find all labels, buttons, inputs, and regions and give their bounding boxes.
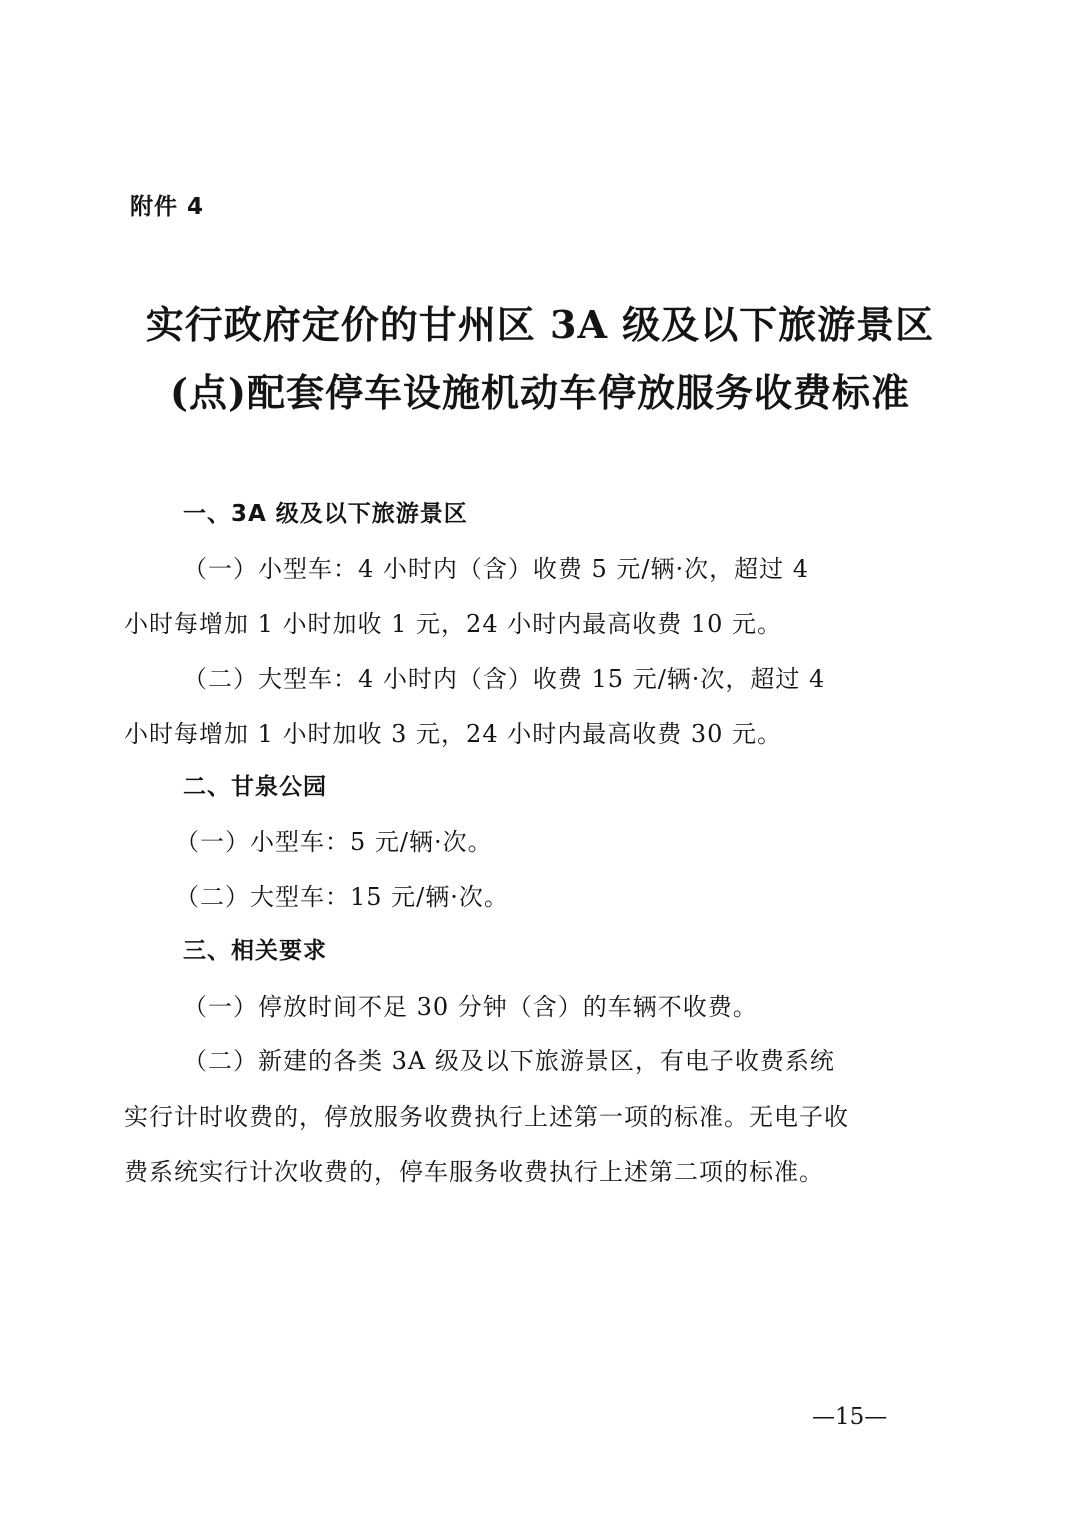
section-3-heading: 三、相关要求 bbox=[183, 938, 327, 964]
section-3-item-2-line-3: 费系统实行计次收费的，停车服务收费执行上述第二项的标准。 bbox=[124, 1158, 824, 1186]
section-2-item-1: （一）小型车：5 元/辆·次。 bbox=[175, 828, 493, 856]
section-3-item-1: （一）停放时间不足 30 分钟（含）的车辆不收费。 bbox=[183, 993, 758, 1021]
section-2-item-2: （二）大型车：15 元/辆·次。 bbox=[175, 883, 509, 911]
page-number: —15— bbox=[812, 1404, 888, 1430]
document-title-line-1: 实行政府定价的甘州区 3A 级及以下旅游景区 bbox=[145, 302, 935, 347]
section-2-heading: 二、甘泉公园 bbox=[183, 774, 327, 800]
document-title-line-2: (点)配套停车设施机动车停放服务收费标准 bbox=[170, 370, 910, 415]
section-1-item-2-line-1: （二）大型车：4 小时内（含）收费 15 元/辆·次，超过 4 bbox=[183, 665, 826, 693]
section-1-item-2-line-2: 小时每增加 1 小时加收 3 元，24 小时内最高收费 30 元。 bbox=[124, 720, 783, 748]
section-1-item-1-line-2: 小时每增加 1 小时加收 1 元，24 小时内最高收费 10 元。 bbox=[124, 610, 783, 638]
section-3-item-2-line-2: 实行计时收费的，停放服务收费执行上述第一项的标准。无电子收 bbox=[124, 1103, 849, 1131]
section-3-item-2-line-1: （二）新建的各类 3A 级及以下旅游景区，有电子收费系统 bbox=[183, 1047, 835, 1075]
section-1-item-1-line-1: （一）小型车：4 小时内（含）收费 5 元/辆·次，超过 4 bbox=[183, 555, 810, 583]
section-1-heading: 一、3A 级及以下旅游景区 bbox=[183, 501, 468, 527]
attachment-label: 附件 4 bbox=[130, 194, 205, 220]
